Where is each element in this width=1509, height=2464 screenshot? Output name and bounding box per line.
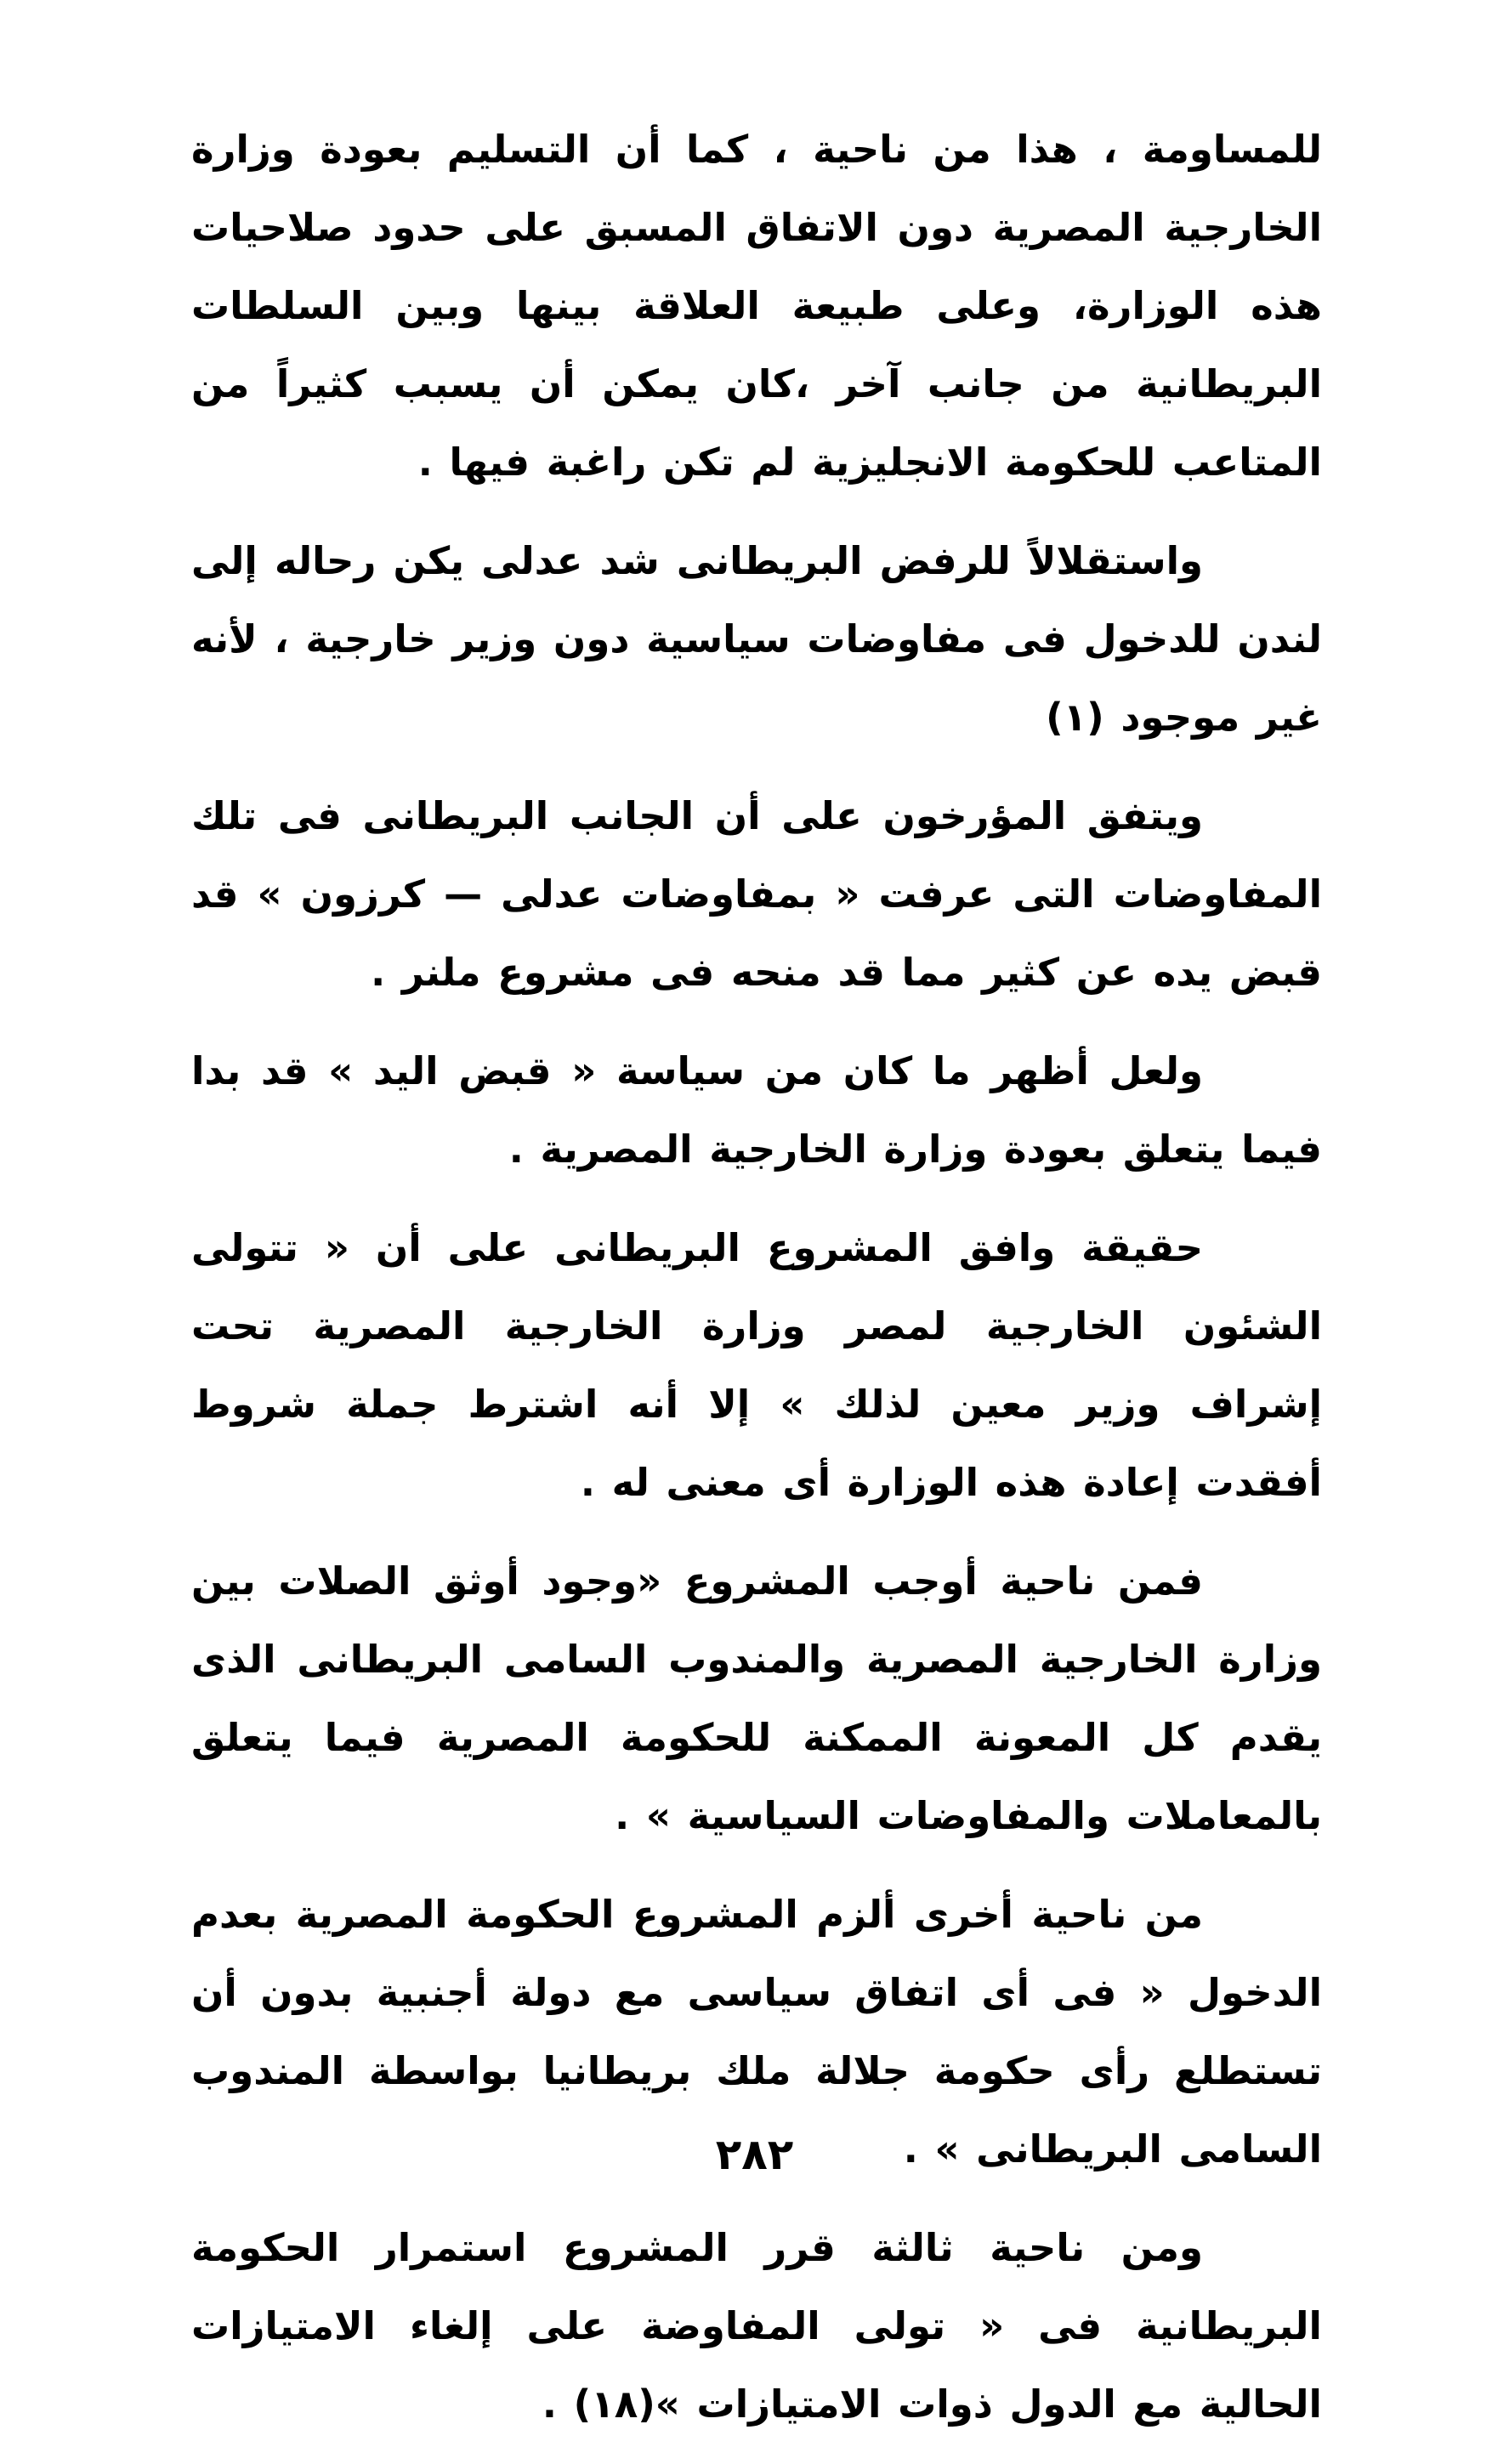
body-text <box>191 111 1322 2464</box>
paragraph-1: للمساومة ، هذا من ناحية ، كما أن التسليم بعودة وزارة الخارجية المصرية دون الاتفاق المسبق على حدود صلاحيات هذه الوزارة، وعلى طبيعة العلاقة بينها وبين السلطات البريطانية من جانب آخر ،كان يمكن أن يسبب كثيراً من المتاعب للحكومة الانجليزية لم تكن راغبة فيها . <box>191 127 1322 485</box>
paragraph-7: من ناحية أخرى ألزم المشروع الحكومة المصرية بعدم الدخول « فى أى اتفاق سياسى مع دولة أجنبية بدون أن تستطلع رأى حكومة جلالة ملك بريطانيا بواسطة المندوب السامى البريطانى » . <box>191 1892 1322 2172</box>
paragraph-6: فمن ناحية أوجب المشروع «وجود أوثق الصلات بين وزارة الخارجية المصرية والمندوب السامى البريطانى الذى يقدم كل المعونة الممكنة للحكومة المصرية فيما يتعلق بالمعاملات والمفاوضات السياسية » . <box>191 1558 1322 1838</box>
paragraph-4: ولعل أظهر ما كان من سياسة « قبض اليد » قد بدا فيما يتعلق بعودة وزارة الخارجية المصرية . <box>191 1048 1322 1172</box>
paragraph-3: ويتفق المؤرخون على أن الجانب البريطانى فى تلك المفاوضات التى عرفت « بمفاوضات عدلى — كرزون » قد قبض يده عن كثير مما قد منحه فى مشروع ملنر . <box>191 793 1322 995</box>
paragraph-8: ومن ناحية ثالثة قرر المشروع استمرار الحكومة البريطانية فى « تولى المفاوضة على إلغاء الامتيازات الحالية مع الدول ذوات الامتيازات »(١٨) . <box>191 2225 1322 2427</box>
paragraph-2: واستقلالاً للرفض البريطانى شد عدلى يكن رحاله إلى لندن للدخول فى مفاوضات سياسية دون وزير خارجية ، لأنه غير موجود (١) <box>191 538 1322 740</box>
paragraph-5: حقيقة وافق المشروع البريطانى على أن « تتولى الشئون الخارجية لمصر وزارة الخارجية المصرية تحت إشراف وزير معين لذلك » إلا أنه اشترط جملة شروط أفقدت إعادة هذه الوزارة أى معنى له . <box>191 1225 1322 1505</box>
page-number: ٢٨٢ <box>715 2130 794 2179</box>
